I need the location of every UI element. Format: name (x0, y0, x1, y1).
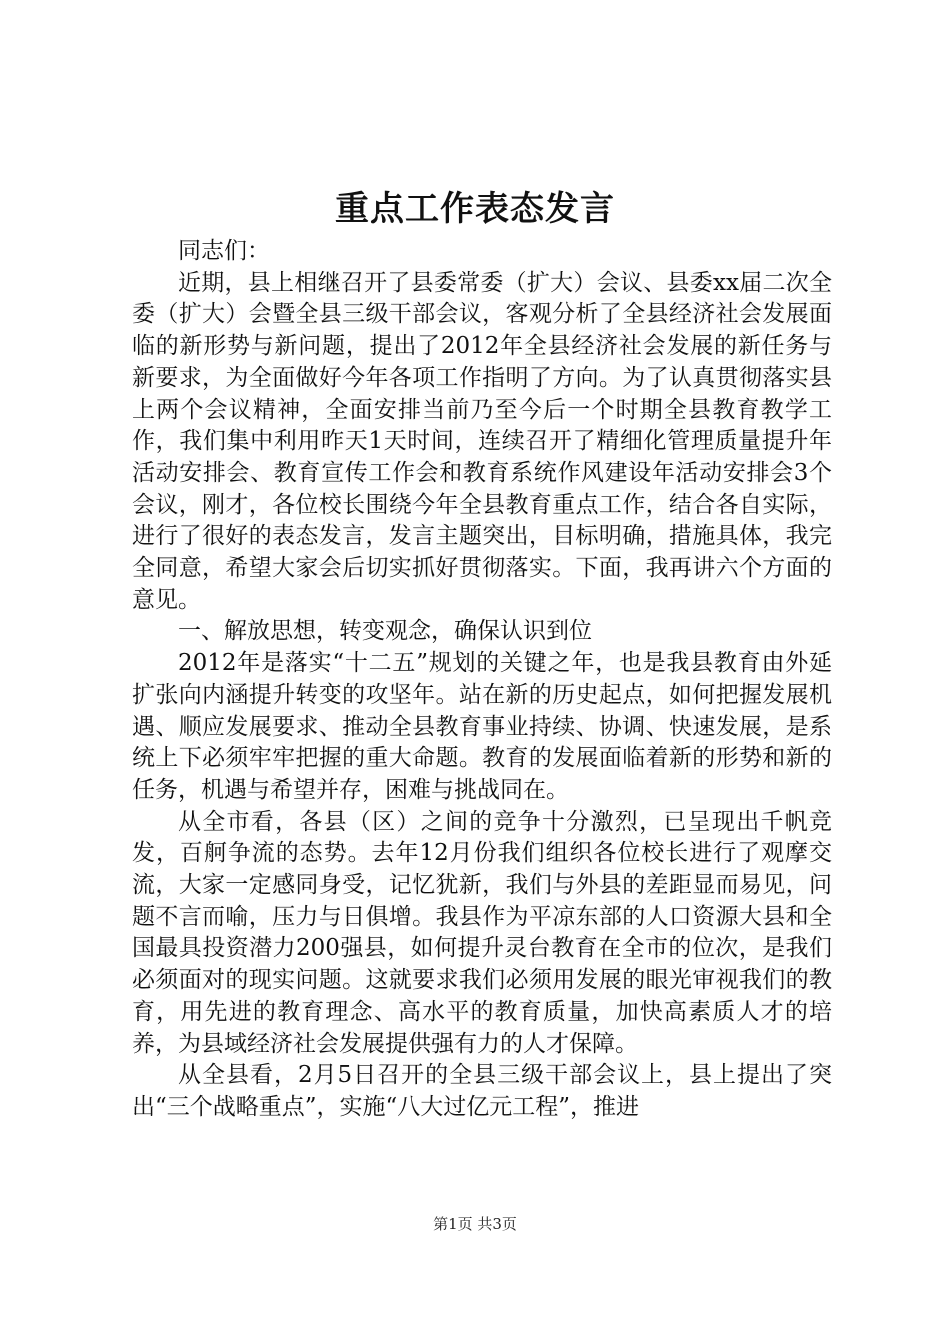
paragraph-city-view: 从全市看，各县（区）之间的竞争十分激烈，已呈现出千帆竞发，百舸争流的态势。去年12月份我们组织各位校长进行了观摩交流，大家一定感同身受，记忆犹新，我们与外县的差距显而易见，问题不言而喻，压力与日俱增。我县作为平凉东部的人口资源大县和全国最具投资潜力200强县，如何提升灵台教育在全市的位次，是我们必须面对的现实问题。这就要求我们必须用发展的眼光审视我们的教育，用先进的教育理念、高水平的教育质量，加快高素质人才的培养，为县域经济社会发展提供强有力的人才保障。 (132, 808, 832, 1057)
page-footer: 第1页 共3页 (433, 1215, 517, 1233)
paragraph-salutation: 同志们： (178, 238, 270, 264)
section-heading-1: 一、解放思想，转变观念，确保认识到位 (178, 618, 592, 645)
document-title: 重点工作表态发言 (335, 189, 615, 229)
document-body (132, 236, 832, 1124)
paragraph-intro: 近期，县上相继召开了县委常委（扩大）会议、县委xx届二次全委（扩大）会暨全县三级干部会议，客观分析了全县经济社会发展面临的新形势与新问题，提出了2012年全县经济社会发展的新任务与新要求，为全面做好今年各项工作指明了方向。为了认真贯彻落实县上两个会议精神，全面安排当前乃至今后一个时期全县教育教学工作，我们集中利用昨天1天时间，连续召开了精细化管理质量提升年活动安排会、教育宣传工作会和教育系统作风建设年活动安排会3个会议，刚才，各位校长围绕今年全县教育重点工作，结合各自实际，进行了很好的表态发言，发言主题突出，目标明确，措施具体，我完全同意，希望大家会后切实抓好贯彻落实。下面，我再讲六个方面的意见。 (132, 269, 832, 613)
paragraph-2012: 2012年是落实“十二五”规划的关键之年，也是我县教育由外延扩张向内涵提升转变的攻坚年。站在新的历史起点，如何把握发展机遇、顺应发展要求、推动全县教育事业持续、协调、快速发展，是系统上下必须牢牢把握的重大命题。教育的发展面临着新的形势和新的任务，机遇与希望并存，困难与挑战同在。 (132, 650, 832, 803)
paragraph-county-view: 从全县看，2月5日召开的全县三级干部会议上，县上提出了突出“三个战略重点”，实施“八大过亿元工程”，推进 (132, 1062, 832, 1120)
